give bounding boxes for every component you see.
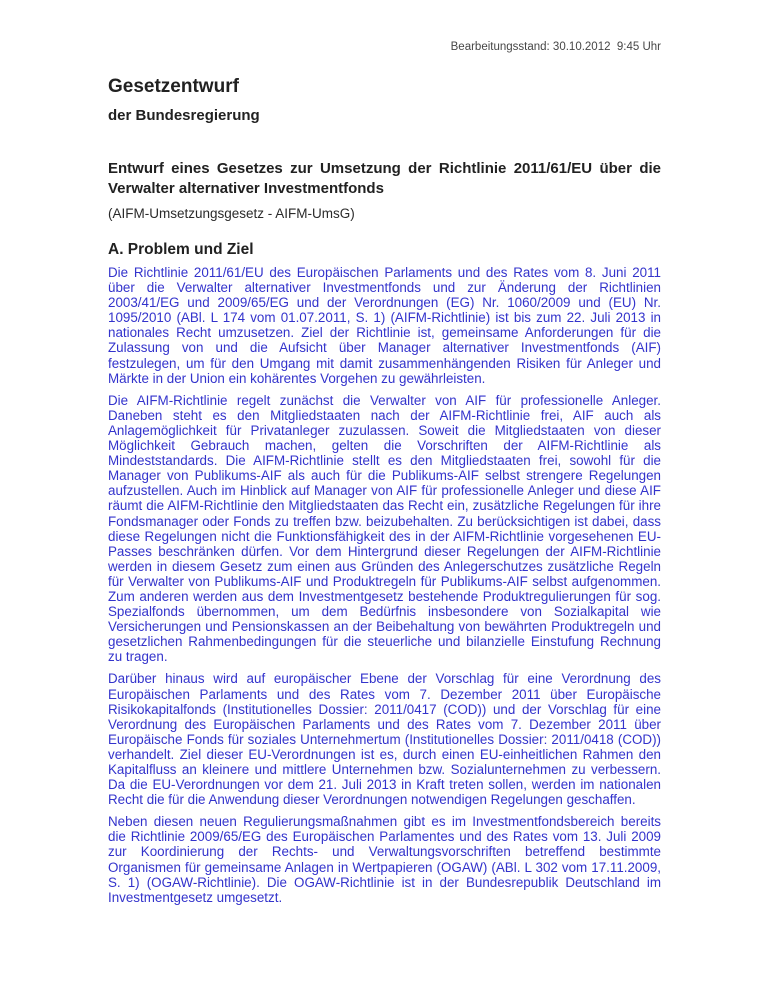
paragraph: Die AIFM-Richtlinie regelt zunächst die Verwalter von AIF für professionelle Anleger. Daneben steht es den Mitgliedstaaten nach der AIFM-Richtlinie frei, AIF auch als Anlagemöglichkeit für Privatanleger zuzulassen. Soweit die Mitgliedstaaten von dieser Möglichkeit Gebrauch machen, gelten die Vorschriften der AIFM-Richtlinie als Mindeststandards. Die AIFM-Richtlinie stellt es den Mitgliedstaaten frei, sowohl für die Manager von Publikums-AIF als auch für die Publikums-AIF selbst strengere Regelungen aufzustellen. Auch im Hinblick auf Manager von AIF für professionelle Anleger und diese AIF räumt die AIFM-Richtlinie den Mitgliedstaaten das Recht ein, zusätzliche Regelungen für ihre Fondsmanager oder Fonds zu treffen bzw. beizubehalten. Zu berücksichtigen ist dabei, dass diese Regelungen nicht die Funktionsfähigkeit des in der AIFM-Richtlinie vorgesehenen EU-Passes beschränken dürfen. Vor dem Hintergrund dieser Regelungen der AIFM-Richtlinie werden in diesem Gesetz zum einen aus Gründen des Anlegerschutzes zusätzliche Regeln für Verwalter von Publikums-AIF und Produktregeln für Publikums-AIF selbst aufgenommen. Zum anderen werden aus dem Investmentgesetz bestehende Produktregulierungen für sog. Spezialfonds übernommen, um dem Bedürfnis insbesondere von Sozialkapital wie Versicherungen und Pensionskassen an der Beibehaltung von bewährten Produktregeln und gesetzlichen Rahmenbedingungen für die steuerliche und bilanzielle Einstufung Rechnung zu tragen.: [108, 392, 661, 665]
law-title: Entwurf eines Gesetzes zur Umsetzung der Richtlinie 2011/61/EU über die Verwalter alternativer Investmentfonds: [108, 160, 661, 197]
body-text: [108, 265, 661, 905]
paragraph: Die Richtlinie 2011/61/EU des Europäischen Parlaments und des Rates vom 8. Juni 2011 über die Verwalter alternativer Investmentfonds und zur Änderung der Richtlinien 2003/41/EG und 2009/65/EG und der Verordnungen (EG) Nr. 1060/2009 und (EU) Nr. 1095/2010 (ABl. L 174 vom 01.07.2011, S. 1) (AIFM-Richtlinie) ist bis zum 22. Juli 2013 in nationales Recht umzusetzen. Ziel der Richtlinie ist, gemeinsame Anforderungen für die Zulassung von und die Aufsicht über Manager alternativer Investmentfonds (AIF) festzulegen, um für den Umgang mit damit zusammenhängenden Risiken für Anleger und Märkte in der Union ein kohärentes Vorgehen zu gewährleisten.: [108, 265, 661, 386]
section-heading-problem-und-ziel: A. Problem und Ziel: [108, 241, 254, 258]
paragraph: Neben diesen neuen Regulierungsmaßnahmen gibt es im Investmentfondsbereich bereits die Richtlinie 2009/65/EG des Europäischen Parlamentes und des Rates vom 13. Juli 2009 zur Koordinierung der Rechts- und Verwaltungsvorschriften betreffend bestimmte Organismen für gemeinsame Anlagen in Wertpapieren (OGAW) (ABl. L 302 vom 17.11.2009, S. 1) (OGAW-Richtlinie). Die OGAW-Richtlinie ist in der Bundesrepublik Deutschland im Investmentgesetz umgesetzt.: [108, 814, 661, 905]
law-short-title: (AIFM-Umsetzungsgesetz - AIFM-UmsG): [108, 206, 355, 221]
edit-status-line: Bearbeitungsstand: 30.10.2012 9:45 Uhr: [450, 41, 661, 53]
page-content: [108, 0, 661, 912]
paragraph: Darüber hinaus wird auf europäischer Ebene der Vorschlag für eine Verordnung des Europäischen Parlaments und des Rates vom 7. Dezember 2011 über Europäische Risikokapitalfonds (Institutionelles Dossier: 2011/0417 (COD)) und der Vorschlag für eine Verordnung des Europäischen Parlaments und des Rates vom 7. Dezember 2011 über Europäische Fonds für soziales Unternehmertum (Institutionelles Dossier: 2011/0418 (COD)) verhandelt. Ziel dieser EU-Verordnungen ist es, durch einen EU-einheitlichen Rahmen den Kapitalfluss an kleinere und mittlere Unternehmen bzw. Sozialunternehmen zu verbessern. Da die EU-Verordnungen vor dem 21. Juli 2013 in Kraft treten sollen, werden im nationalen Recht die für die Anwendung dieser Verordnungen notwendigen Regelungen geschaffen.: [108, 671, 661, 808]
document-subtitle: der Bundesregierung: [108, 107, 260, 124]
document-title: Gesetzentwurf: [108, 76, 239, 97]
